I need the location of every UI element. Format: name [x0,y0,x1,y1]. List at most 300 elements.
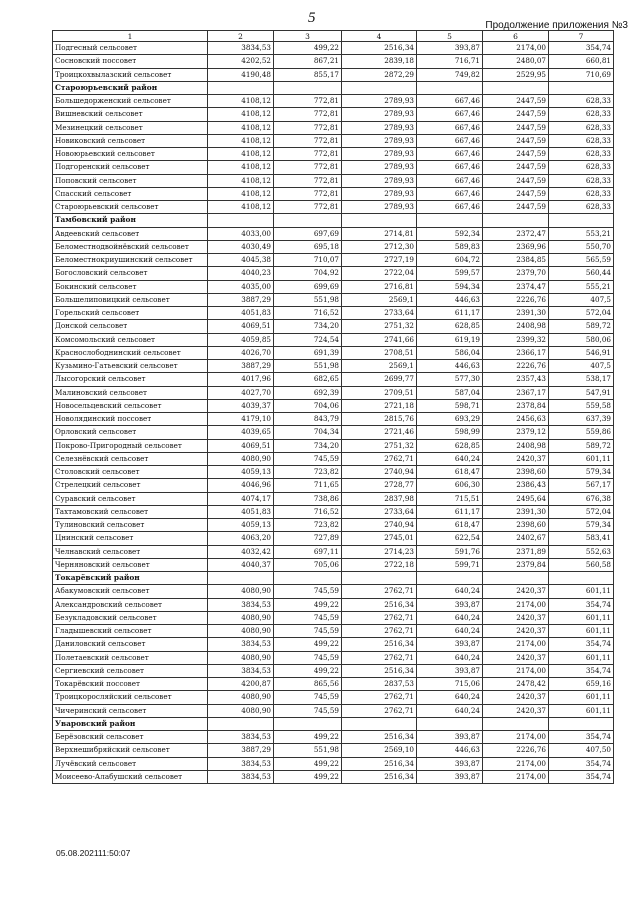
value-cell: 2789,93 [342,95,417,108]
value-cell: 691,39 [274,346,342,359]
value-cell: 4051,83 [208,307,274,320]
settlement-name: Подгесный сельсовет [53,42,208,55]
value-cell: 393,87 [417,598,483,611]
value-cell: 867,21 [274,55,342,68]
value-cell: 499,22 [274,638,342,651]
table-row [53,770,614,783]
district-name: Тамбовский район [53,214,208,227]
value-cell: 772,81 [274,187,342,200]
district-section-row [53,214,614,227]
value-cell: 4080,90 [208,452,274,465]
value-cell: 2751,32 [342,439,417,452]
value-cell: 745,59 [274,651,342,664]
value-cell: 682,65 [274,373,342,386]
value-cell: 572,04 [549,307,614,320]
value-cell: 4035,00 [208,280,274,293]
value-cell: 734,20 [274,320,342,333]
empty-cell [208,81,274,94]
value-cell: 772,81 [274,108,342,121]
value-cell: 637,39 [549,413,614,426]
table-row [53,201,614,214]
value-cell: 2174,00 [483,42,549,55]
value-cell: 499,22 [274,664,342,677]
settlement-name: Новолядинский поссовет [53,413,208,426]
value-cell: 2789,93 [342,201,417,214]
value-cell: 4108,12 [208,187,274,200]
value-cell: 2386,43 [483,479,549,492]
value-cell: 560,44 [549,267,614,280]
value-cell: 586,04 [417,346,483,359]
value-cell: 618,47 [417,519,483,532]
value-cell: 716,71 [417,55,483,68]
value-cell: 4200,87 [208,678,274,691]
value-cell: 4040,23 [208,267,274,280]
value-cell: 553,21 [549,227,614,240]
value-cell: 2789,93 [342,148,417,161]
empty-cell [483,572,549,585]
value-cell: 599,57 [417,267,483,280]
value-cell: 499,22 [274,598,342,611]
empty-cell [342,572,417,585]
table-row [53,492,614,505]
settlement-name: Краснослободнинский сельсовет [53,346,208,359]
table-row [53,558,614,571]
value-cell: 601,11 [549,691,614,704]
value-cell: 2420,37 [483,651,549,664]
value-cell: 2447,59 [483,174,549,187]
table-row [53,95,614,108]
value-cell: 693,29 [417,413,483,426]
value-cell: 628,85 [417,320,483,333]
value-cell: 4059,13 [208,519,274,532]
value-cell: 2447,59 [483,148,549,161]
value-cell: 772,81 [274,174,342,187]
value-cell: 2516,34 [342,757,417,770]
value-cell: 393,87 [417,770,483,783]
empty-cell [274,81,342,94]
settlement-name: Беломестнокриушинский сельсовет [53,254,208,267]
value-cell: 2398,60 [483,519,549,532]
value-cell: 628,33 [549,148,614,161]
value-cell: 4179,10 [208,413,274,426]
value-cell: 4069,51 [208,320,274,333]
table-row [53,161,614,174]
value-cell: 2714,23 [342,545,417,558]
table-row [53,505,614,518]
value-cell: 2721,18 [342,399,417,412]
value-cell: 2398,60 [483,466,549,479]
settlement-name: Гладышевский сельсовет [53,625,208,638]
value-cell: 2447,59 [483,108,549,121]
table-row [53,333,614,346]
settlement-name: Горельский сельсовет [53,307,208,320]
value-cell: 4080,90 [208,611,274,624]
settlement-name: Беломестнодвойнёвский сельсовет [53,240,208,253]
value-cell: 2762,71 [342,611,417,624]
empty-cell [342,717,417,730]
value-cell: 2762,71 [342,585,417,598]
value-cell: 2174,00 [483,664,549,677]
value-cell: 499,22 [274,42,342,55]
value-cell: 2379,12 [483,426,549,439]
value-cell: 3834,53 [208,757,274,770]
empty-cell [274,572,342,585]
value-cell: 716,52 [274,505,342,518]
value-cell: 4040,37 [208,558,274,571]
value-cell: 2516,34 [342,42,417,55]
value-cell: 2447,59 [483,161,549,174]
settlement-name: Троицкохвылазский сельсовет [53,68,208,81]
value-cell: 2447,59 [483,201,549,214]
empty-cell [208,717,274,730]
value-cell: 601,11 [549,452,614,465]
value-cell: 704,92 [274,267,342,280]
value-cell: 3887,29 [208,293,274,306]
column-header: 4 [342,31,417,42]
table-row [53,267,614,280]
value-cell: 697,69 [274,227,342,240]
value-cell: 628,33 [549,108,614,121]
table-row [53,280,614,293]
settlement-name: Спасский сельсовет [53,187,208,200]
value-cell: 4108,12 [208,108,274,121]
value-cell: 667,46 [417,161,483,174]
value-cell: 628,33 [549,201,614,214]
table-row [53,545,614,558]
empty-cell [417,81,483,94]
value-cell: 599,71 [417,558,483,571]
value-cell: 393,87 [417,42,483,55]
value-cell: 393,87 [417,638,483,651]
settlement-name: Токарёвский поссовет [53,678,208,691]
value-cell: 4030,49 [208,240,274,253]
value-cell: 2762,71 [342,691,417,704]
table-row [53,320,614,333]
settlement-name: Донской сельсовет [53,320,208,333]
value-cell: 618,47 [417,466,483,479]
value-cell: 667,46 [417,134,483,147]
empty-cell [208,572,274,585]
table-row [53,519,614,532]
value-cell: 710,69 [549,68,614,81]
value-cell: 2369,96 [483,240,549,253]
value-cell: 601,11 [549,585,614,598]
value-cell: 4108,12 [208,161,274,174]
value-cell: 2379,70 [483,267,549,280]
value-cell: 2174,00 [483,638,549,651]
value-cell: 587,04 [417,386,483,399]
column-header: 7 [549,31,614,42]
value-cell: 2745,01 [342,532,417,545]
value-cell: 3834,53 [208,770,274,783]
value-cell: 640,24 [417,585,483,598]
settlement-name: Богословский сельсовет [53,267,208,280]
settlement-name: Лучёвский сельсовет [53,757,208,770]
table-row [53,704,614,717]
settlement-name: Моисеево-Алабушский сельсовет [53,770,208,783]
value-cell: 2762,71 [342,651,417,664]
settlement-name: Абакумовский сельсовет [53,585,208,598]
value-cell: 4190,48 [208,68,274,81]
settlement-name: Даниловский сельсовет [53,638,208,651]
settlement-name: Цнинский сельсовет [53,532,208,545]
value-cell: 552,63 [549,545,614,558]
value-cell: 354,74 [549,757,614,770]
table-row [53,691,614,704]
value-cell: 567,17 [549,479,614,492]
value-cell: 772,81 [274,134,342,147]
value-cell: 354,74 [549,664,614,677]
value-cell: 4051,83 [208,505,274,518]
value-cell: 2372,47 [483,227,549,240]
settlement-name: Большедорженский сельсовет [53,95,208,108]
empty-cell [549,717,614,730]
value-cell: 745,59 [274,611,342,624]
value-cell: 697,11 [274,545,342,558]
value-cell: 2529,95 [483,68,549,81]
empty-cell [549,572,614,585]
value-cell: 2456,63 [483,413,549,426]
value-cell: 2408,98 [483,439,549,452]
value-cell: 551,98 [274,293,342,306]
empty-cell [274,214,342,227]
column-header: 5 [417,31,483,42]
empty-cell [274,717,342,730]
value-cell: 2420,37 [483,585,549,598]
table-row [53,174,614,187]
settlement-name: Верхнешибряйский сельсовет [53,744,208,757]
value-cell: 628,85 [417,439,483,452]
settlement-name: Вишневский сельсовет [53,108,208,121]
value-cell: 393,87 [417,664,483,677]
settlement-name: Александровский сельсовет [53,598,208,611]
value-cell: 2516,34 [342,770,417,783]
value-cell: 2391,30 [483,307,549,320]
value-cell: 4017,96 [208,373,274,386]
value-cell: 2174,00 [483,598,549,611]
value-cell: 2478,42 [483,678,549,691]
value-cell: 628,33 [549,187,614,200]
value-cell: 2378,84 [483,399,549,412]
value-cell: 667,46 [417,121,483,134]
value-cell: 4059,13 [208,466,274,479]
value-cell: 589,72 [549,439,614,452]
value-cell: 843,79 [274,413,342,426]
value-cell: 611,17 [417,505,483,518]
value-cell: 2728,77 [342,479,417,492]
value-cell: 2408,98 [483,320,549,333]
settlement-name: Черняновский сельсовет [53,558,208,571]
value-cell: 538,17 [549,373,614,386]
value-cell: 2402,67 [483,532,549,545]
table-row [53,744,614,757]
value-cell: 604,72 [417,254,483,267]
value-cell: 4046,96 [208,479,274,492]
value-cell: 446,63 [417,360,483,373]
settlement-name: Чичеринский сельсовет [53,704,208,717]
value-cell: 2709,51 [342,386,417,399]
district-name: Староюрьевский район [53,81,208,94]
value-cell: 2569,1 [342,293,417,306]
value-cell: 4032,42 [208,545,274,558]
value-cell: 2366,17 [483,346,549,359]
value-cell: 2837,53 [342,678,417,691]
value-cell: 601,11 [549,625,614,638]
value-cell: 4039,65 [208,426,274,439]
value-cell: 659,16 [549,678,614,691]
value-cell: 772,81 [274,121,342,134]
value-cell: 628,33 [549,174,614,187]
settlement-name: Кузьмино-Гатьевский сельсовет [53,360,208,373]
value-cell: 2722,04 [342,267,417,280]
value-cell: 579,34 [549,519,614,532]
table-row [53,638,614,651]
value-cell: 2226,76 [483,293,549,306]
value-cell: 2516,34 [342,598,417,611]
table-row [53,439,614,452]
empty-cell [417,717,483,730]
value-cell: 3834,53 [208,638,274,651]
value-cell: 589,83 [417,240,483,253]
value-cell: 705,06 [274,558,342,571]
value-cell: 667,46 [417,174,483,187]
settlement-name: Староюрьевский сельсовет [53,201,208,214]
value-cell: 560,58 [549,558,614,571]
value-cell: 2789,93 [342,108,417,121]
value-cell: 4080,90 [208,691,274,704]
value-cell: 2495,64 [483,492,549,505]
value-cell: 622,54 [417,532,483,545]
empty-cell [483,214,549,227]
table-row [53,598,614,611]
value-cell: 4080,90 [208,585,274,598]
settlement-name: Орловский сельсовет [53,426,208,439]
value-cell: 606,30 [417,479,483,492]
value-cell: 572,04 [549,505,614,518]
value-cell: 855,17 [274,68,342,81]
value-cell: 2569,10 [342,744,417,757]
table-row [53,466,614,479]
table-row [53,757,614,770]
settlement-name: Новосельцевский сельсовет [53,399,208,412]
settlement-name: Поповский сельсовет [53,174,208,187]
value-cell: 4108,12 [208,95,274,108]
value-cell: 2226,76 [483,744,549,757]
table-row [53,479,614,492]
value-cell: 2699,77 [342,373,417,386]
settlement-name: Безукладовский сельсовет [53,611,208,624]
value-cell: 2226,76 [483,360,549,373]
table-row [53,373,614,386]
table-row [53,452,614,465]
settlement-name: Селезнёвский сельсовет [53,452,208,465]
value-cell: 407,5 [549,293,614,306]
value-cell: 2391,30 [483,505,549,518]
value-cell: 2789,93 [342,121,417,134]
column-header: 1 [53,31,208,42]
value-cell: 745,59 [274,691,342,704]
value-cell: 354,74 [549,598,614,611]
value-cell: 749,82 [417,68,483,81]
value-cell: 676,38 [549,492,614,505]
value-cell: 601,11 [549,704,614,717]
value-cell: 3834,53 [208,664,274,677]
table-row [53,731,614,744]
table-row [53,187,614,200]
value-cell: 592,34 [417,227,483,240]
value-cell: 640,24 [417,691,483,704]
value-cell: 2480,07 [483,55,549,68]
value-cell: 601,11 [549,611,614,624]
empty-cell [208,214,274,227]
value-cell: 2872,29 [342,68,417,81]
table-row [53,360,614,373]
district-name: Уваровский район [53,717,208,730]
empty-cell [483,81,549,94]
value-cell: 699,69 [274,280,342,293]
value-cell: 559,58 [549,399,614,412]
value-cell: 354,74 [549,638,614,651]
value-cell: 555,21 [549,280,614,293]
value-cell: 2357,43 [483,373,549,386]
value-cell: 4063,20 [208,532,274,545]
settlement-name: Большелиповицкий сельсовет [53,293,208,306]
settlement-name: Лысогорский сельсовет [53,373,208,386]
settlement-name: Бокинский сельсовет [53,280,208,293]
value-cell: 704,34 [274,426,342,439]
settlement-name: Покрово-Пригородный сельсовет [53,439,208,452]
value-cell: 2789,93 [342,161,417,174]
table-row [53,678,614,691]
value-cell: 499,22 [274,757,342,770]
value-cell: 640,24 [417,452,483,465]
district-name: Токарёвский район [53,572,208,585]
value-cell: 2762,71 [342,704,417,717]
value-cell: 2516,34 [342,664,417,677]
value-cell: 2727,19 [342,254,417,267]
value-cell: 2420,37 [483,625,549,638]
value-cell: 2379,84 [483,558,549,571]
table-row [53,399,614,412]
value-cell: 711,65 [274,479,342,492]
value-cell: 594,34 [417,280,483,293]
value-cell: 2815,76 [342,413,417,426]
value-cell: 2384,85 [483,254,549,267]
value-cell: 577,30 [417,373,483,386]
table-row [53,68,614,81]
table-row [53,611,614,624]
value-cell: 551,98 [274,360,342,373]
value-cell: 660,81 [549,55,614,68]
value-cell: 4080,90 [208,651,274,664]
value-cell: 589,72 [549,320,614,333]
value-cell: 667,46 [417,108,483,121]
value-cell: 745,59 [274,585,342,598]
settlement-name: Берёзовский сельсовет [53,731,208,744]
table-body [53,42,614,784]
value-cell: 2420,37 [483,611,549,624]
value-cell: 2569,1 [342,360,417,373]
value-cell: 640,24 [417,651,483,664]
table-row [53,254,614,267]
settlement-name: Новоюрьевский сельсовет [53,148,208,161]
table-row [53,108,614,121]
value-cell: 2716,81 [342,280,417,293]
value-cell: 628,33 [549,95,614,108]
table-row [53,42,614,55]
value-cell: 393,87 [417,757,483,770]
value-cell: 2762,71 [342,625,417,638]
